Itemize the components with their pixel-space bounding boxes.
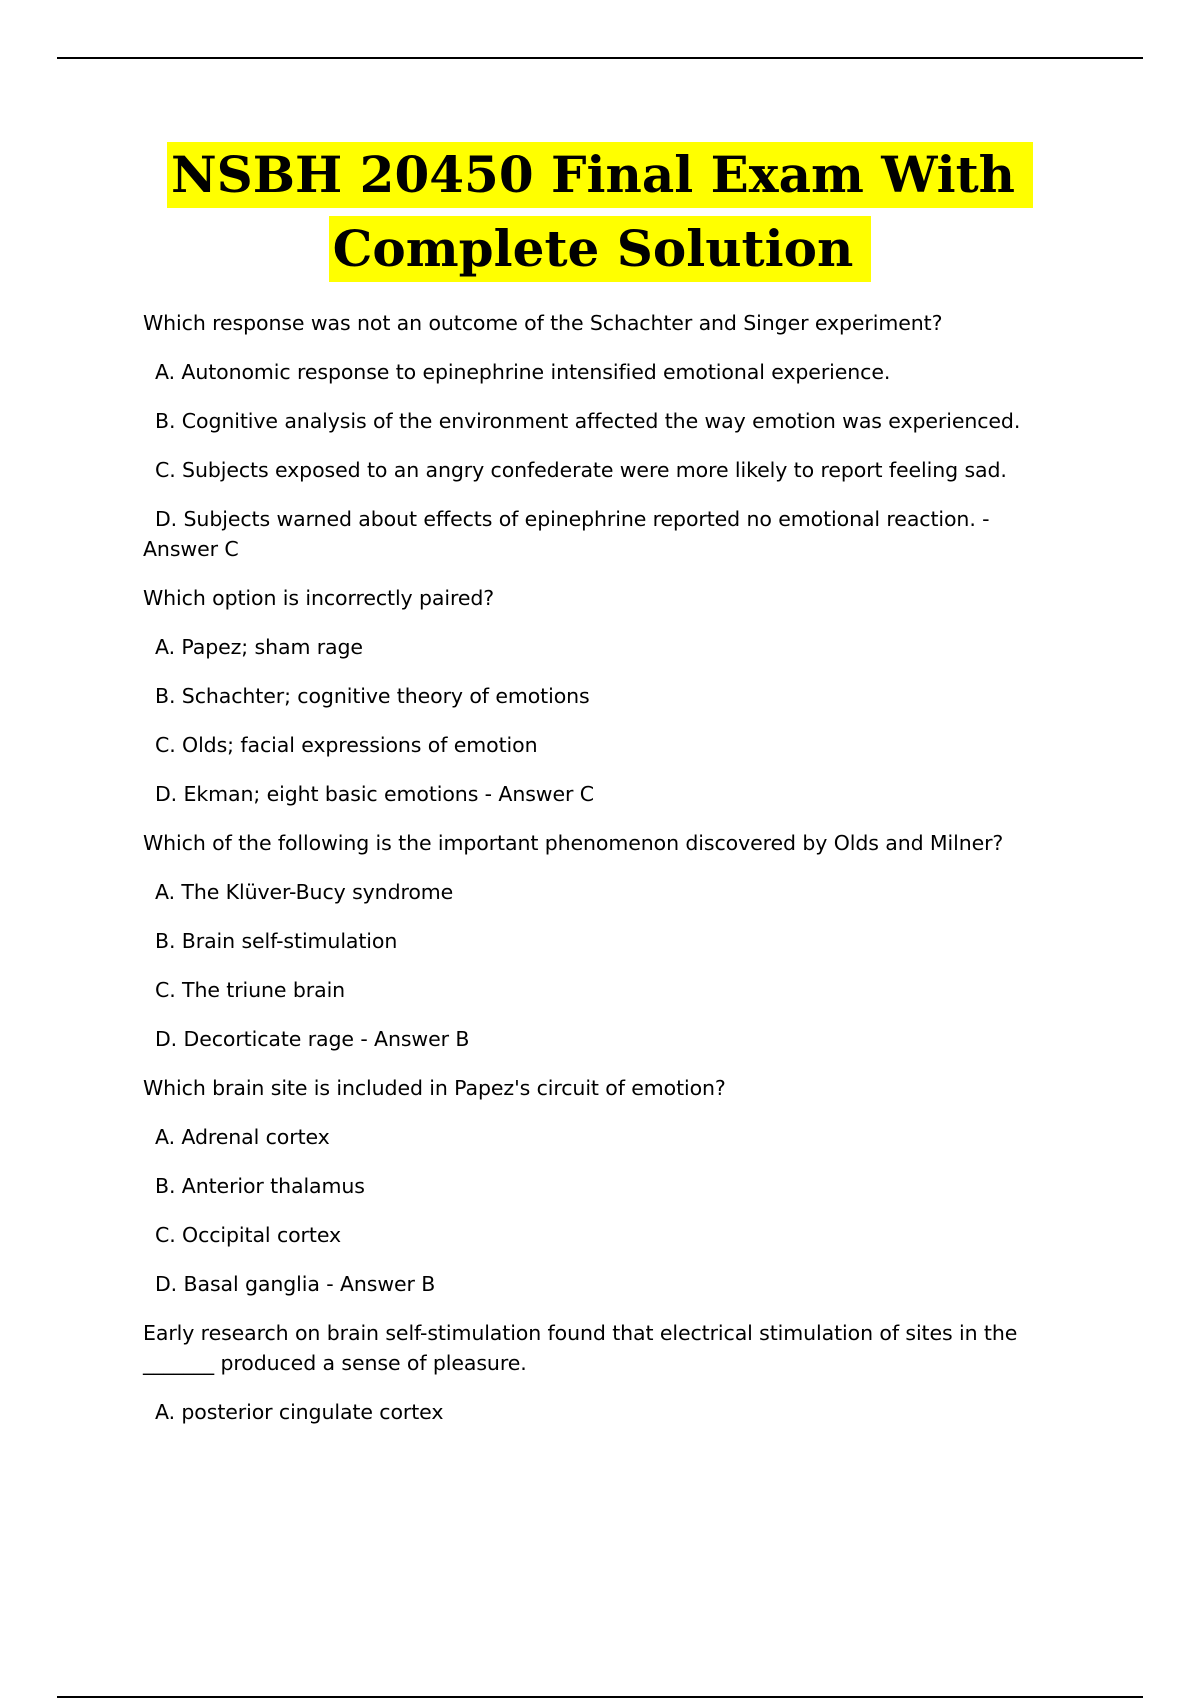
- question-text: Early research on brain self-stimulation found that electrical stimulation of sites in the _______ produced a sense of pleasure.: [143, 1321, 1018, 1375]
- question-block-5: [143, 1318, 1063, 1427]
- answer-option: A. Autonomic response to epinephrine intensified emotional experience.: [155, 360, 891, 384]
- answer-option: B. Schachter; cognitive theory of emotions: [155, 684, 590, 708]
- answer-option: D. Decorticate rage - Answer B: [155, 1027, 470, 1051]
- bottom-rule: [57, 1696, 1143, 1698]
- answer-option: A. posterior cingulate cortex: [155, 1400, 444, 1424]
- question-block-1: [143, 308, 1063, 564]
- document-body: [143, 308, 1063, 1446]
- answer-option: C. The triune brain: [155, 978, 346, 1002]
- question-block-2: [143, 583, 1063, 809]
- answer-option: C. Olds; facial expressions of emotion: [155, 733, 538, 757]
- answer-option: D. Basal ganglia - Answer B: [155, 1272, 436, 1296]
- question-block-4: [143, 1073, 1063, 1299]
- answer-option: A. Adrenal cortex: [155, 1125, 330, 1149]
- question-text: Which response was not an outcome of the Schachter and Singer experiment?: [143, 311, 943, 335]
- document-title: [0, 138, 1200, 286]
- answer-option: B. Anterior thalamus: [155, 1174, 365, 1198]
- question-text: Which brain site is included in Papez's circuit of emotion?: [143, 1076, 726, 1100]
- answer-option: D. Ekman; eight basic emotions - Answer C: [155, 782, 594, 806]
- answer-option: B. Brain self-stimulation: [155, 929, 398, 953]
- answer-option: B. Cognitive analysis of the environment affected the way emotion was experienced.: [155, 409, 1021, 433]
- top-rule: [57, 57, 1143, 59]
- question-text: Which option is incorrectly paired?: [143, 586, 495, 610]
- answer-option: A. Papez; sham rage: [155, 635, 363, 659]
- title-line-2: Complete Solution: [329, 216, 872, 282]
- question-text: Which of the following is the important phenomenon discovered by Olds and Milner?: [143, 831, 1004, 855]
- answer-option: C. Subjects exposed to an angry confederate were more likely to report feeling sad.: [155, 458, 1007, 482]
- answer-option: C. Occipital cortex: [155, 1223, 342, 1247]
- title-line-1: NSBH 20450 Final Exam With: [167, 142, 1033, 208]
- question-block-3: [143, 828, 1063, 1054]
- answer-option: A. The Klüver-Bucy syndrome: [155, 880, 454, 904]
- answer-option: D. Subjects warned about effects of epinephrine reported no emotional reaction. - Answer C: [143, 507, 990, 561]
